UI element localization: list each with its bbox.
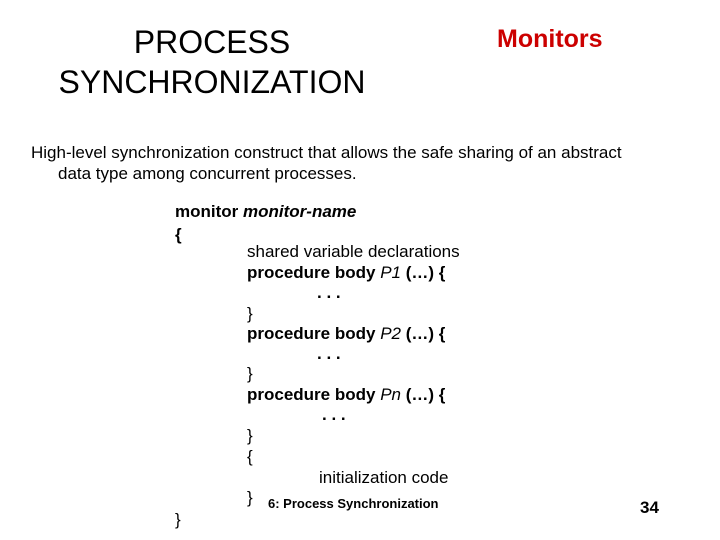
shared-variable-declarations: shared variable declarations	[247, 242, 460, 261]
procedure-n-ellipsis: . . .	[322, 405, 346, 424]
init-close-brace: }	[247, 488, 253, 507]
procedure-1-name: P1	[380, 263, 401, 282]
slide-title	[30, 22, 394, 102]
monitor-name: monitor-name	[243, 202, 357, 221]
procedure-2-ellipsis: . . .	[317, 344, 341, 363]
procedure-n-close-brace: }	[247, 426, 253, 445]
procedure-2-close-brace: }	[247, 364, 253, 383]
procedure-keyword: procedure body	[247, 385, 376, 404]
intro-line-1: High-level synchronization construct that allows the safe sharing of an abstract	[31, 143, 622, 162]
procedure-2-name: P2	[380, 324, 401, 343]
procedure-keyword: procedure body	[247, 263, 376, 282]
procedure-2-header	[247, 324, 445, 344]
intro-line-2: data type among concurrent processes.	[58, 164, 357, 183]
monitor-close-brace: }	[175, 510, 181, 529]
monitor-header	[175, 202, 356, 222]
title-line-1: PROCESS	[133, 24, 291, 60]
procedure-1-ellipsis: . . .	[317, 283, 341, 302]
procedure-1-header	[247, 263, 445, 283]
init-open-brace: {	[247, 447, 253, 466]
procedure-n-name: Pn	[380, 385, 401, 404]
procedure-args: (…) {	[405, 385, 446, 404]
procedure-n-header	[247, 385, 445, 405]
title-line-2: SYNCHRONIZATION	[58, 64, 366, 100]
monitor-keyword: monitor	[175, 202, 239, 221]
initialization-code: initialization code	[319, 468, 449, 487]
procedure-keyword: procedure body	[247, 324, 376, 343]
monitor-open-brace: {	[175, 225, 182, 244]
topic-heading: Monitors	[497, 25, 603, 53]
intro-paragraph	[31, 142, 622, 184]
procedure-args: (…) {	[405, 324, 446, 343]
footer-label: 6: Process Synchronization	[268, 496, 439, 511]
page-number: 34	[640, 498, 659, 517]
procedure-1-close-brace: }	[247, 304, 253, 323]
procedure-args: (…) {	[405, 263, 446, 282]
